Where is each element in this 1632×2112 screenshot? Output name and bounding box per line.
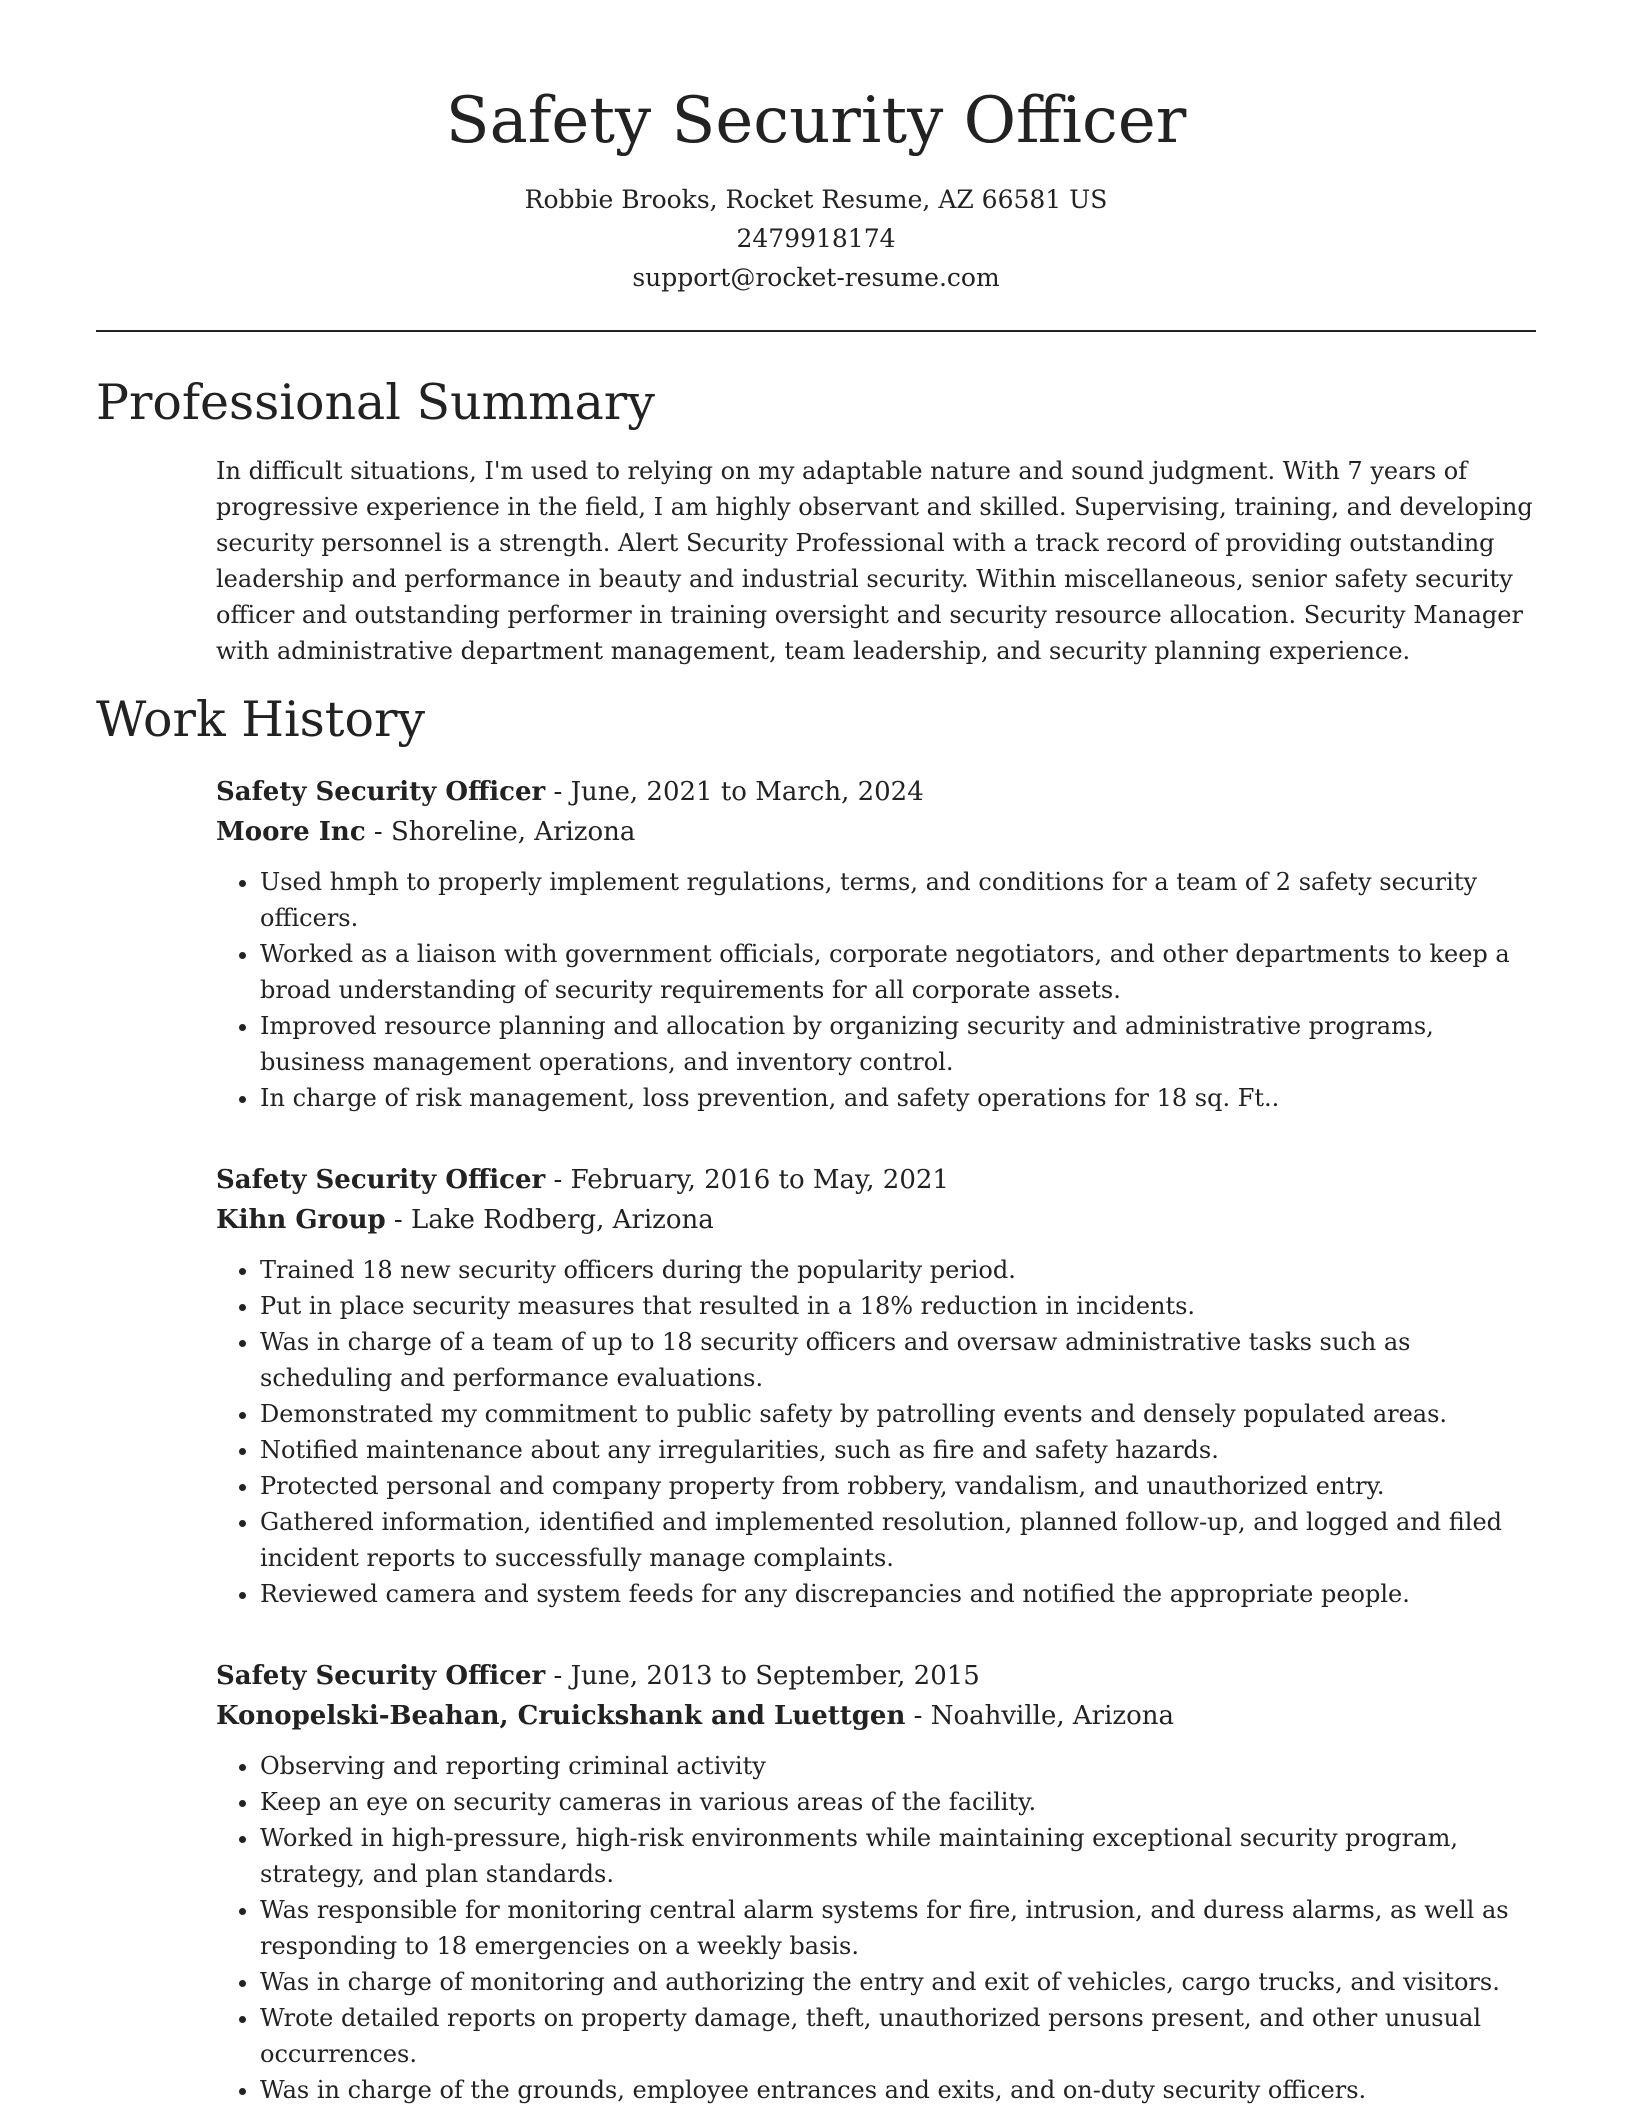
job-bullets	[216, 1252, 1536, 1612]
header-divider	[96, 330, 1536, 332]
job-title-line	[216, 1160, 1536, 1200]
resume-header	[96, 0, 1536, 297]
job-location: - Shoreline, Arizona	[365, 816, 636, 847]
job-entry	[216, 772, 1536, 1116]
job-bullet: • Reviewed camera and system feeds for any discrepancies and notified the appropriate people.	[260, 1576, 1536, 1612]
job-bullet: • Was in charge of monitoring and authorizing the entry and exit of vehicles, cargo trucks, and visitors.	[260, 1964, 1536, 2000]
job-title: Safety Security Officer	[216, 1164, 546, 1195]
contact-phone: 2479918174	[736, 224, 896, 254]
job-location: - Lake Rodberg, Arizona	[385, 1204, 714, 1235]
job-bullet: • Gathered information, identified and implemented resolution, planned follow-up, and logged and filed incident reports to successfully manage complaints.	[260, 1504, 1536, 1576]
summary-text: In difficult situations, I'm used to relying on my adaptable nature and sound judgment. With 7 years of progressive experience in the field, I am highly observant and skilled. Supervising, training, and developing security personnel is a strength. Alert Security Professional with a track record of providing outstanding leadership and performance in beauty and industrial security. Within miscellaneous, senior safety security officer and outstanding performer in training oversight and security resource allocation. Security Manager with administrative department management, team leadership, and security planning experience.	[216, 457, 1533, 666]
resume-title: Safety Security Officer	[445, 84, 1187, 158]
job-title: Safety Security Officer	[216, 1660, 546, 1691]
job-entry	[216, 1656, 1536, 2108]
work-history-heading: Work History	[96, 691, 426, 749]
contact-address: Robbie Brooks, Rocket Resume, AZ 66581 US	[524, 185, 1108, 215]
job-title-line	[216, 1656, 1536, 1696]
job-company: Konopelski-Beahan, Cruickshank and Luettgen	[216, 1700, 906, 1731]
job-bullet: • Worked in high-pressure, high-risk environments while maintaining exceptional security program, strategy, and plan standards.	[260, 1820, 1536, 1892]
job-dates: - February, 2016 to May, 2021	[545, 1164, 949, 1195]
job-bullet: • In charge of risk management, loss prevention, and safety operations for 18 sq. Ft..	[260, 1080, 1536, 1116]
job-company-line	[216, 812, 1536, 852]
job-bullet: • Trained 18 new security officers during the popularity period.	[260, 1252, 1536, 1288]
contact-block	[96, 180, 1536, 297]
job-bullet: • Was in charge of the grounds, employee entrances and exits, and on-duty security officers.	[260, 2072, 1536, 2108]
job-bullet: • Worked as a liaison with government officials, corporate negotiators, and other departments to keep a broad understanding of security requirements for all corporate assets.	[260, 936, 1536, 1008]
job-location: - Noahville, Arizona	[905, 1700, 1175, 1731]
job-company: Moore Inc	[216, 816, 366, 847]
job-title: Safety Security Officer	[216, 776, 546, 807]
job-bullet: • Was in charge of a team of up to 18 security officers and oversaw administrative tasks such as scheduling and performance evaluations.	[260, 1324, 1536, 1396]
job-bullet: • Observing and reporting criminal activity	[260, 1748, 1536, 1784]
job-company-line	[216, 1696, 1536, 1736]
job-bullet: • Wrote detailed reports on property damage, theft, unauthorized persons present, and other unusual occurrences.	[260, 2000, 1536, 2072]
job-bullets	[216, 864, 1536, 1116]
job-company-line	[216, 1200, 1536, 1240]
contact-email: support@rocket-resume.com	[632, 263, 1000, 293]
job-bullet: • Used hmph to properly implement regulations, terms, and conditions for a team of 2 safety security officers.	[260, 864, 1536, 936]
job-dates: - June, 2013 to September, 2015	[545, 1660, 980, 1691]
job-company: Kihn Group	[216, 1204, 386, 1235]
job-bullet: • Protected personal and company property from robbery, vandalism, and unauthorized entry.	[260, 1468, 1536, 1504]
job-bullet: • Was responsible for monitoring central alarm systems for fire, intrusion, and duress alarms, as well as responding to 18 emergencies on a weekly basis.	[260, 1892, 1536, 1964]
job-bullets	[216, 1748, 1536, 2108]
job-bullet: • Demonstrated my commitment to public safety by patrolling events and densely populated areas.	[260, 1396, 1536, 1432]
job-bullet: • Improved resource planning and allocation by organizing security and administrative programs, business management operations, and inventory control.	[260, 1008, 1536, 1080]
job-entry	[216, 1160, 1536, 1612]
job-dates: - June, 2021 to March, 2024	[545, 776, 924, 807]
job-bullet: • Keep an eye on security cameras in various areas of the facility.	[260, 1784, 1536, 1820]
job-bullet: • Notified maintenance about any irregularities, such as fire and safety hazards.	[260, 1432, 1536, 1468]
job-list	[216, 772, 1536, 2108]
job-bullet: • Put in place security measures that resulted in a 18% reduction in incidents.	[260, 1288, 1536, 1324]
job-title-line	[216, 772, 1536, 812]
summary-heading: Professional Summary	[96, 374, 655, 432]
